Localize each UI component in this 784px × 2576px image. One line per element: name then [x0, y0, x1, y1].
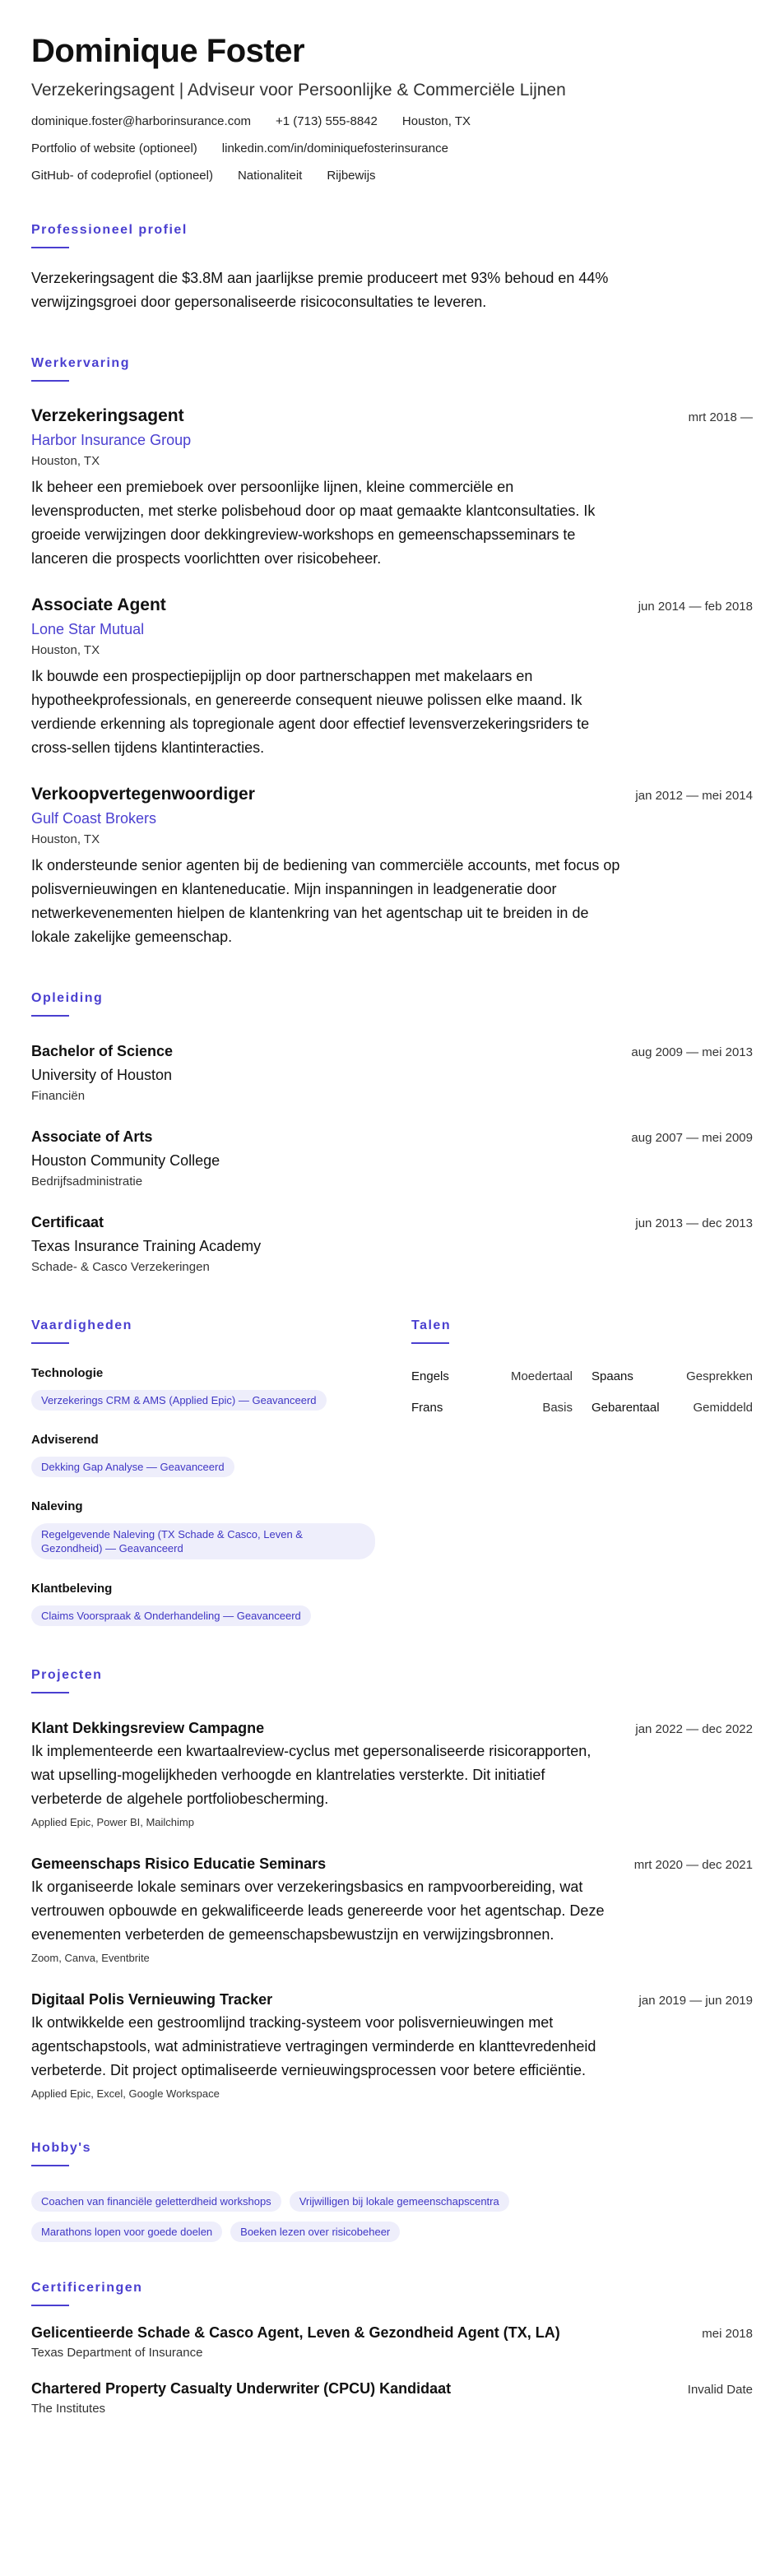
language-name: Gebarentaal [591, 1401, 660, 1415]
projects-section [31, 1667, 753, 2102]
section-title: Werkervaring [31, 356, 130, 370]
section-title: Projecten [31, 1668, 103, 1682]
certification-issuer: Texas Department of Insurance [31, 2346, 203, 2360]
certification-name: Gelicentieerde Schade & Casco Agent, Leven & Gezondheid Agent (TX, LA) [31, 2324, 560, 2341]
language-name: Frans [411, 1401, 443, 1415]
language-level: Gemiddeld [693, 1401, 753, 1415]
experience-entry [31, 405, 753, 571]
contact-phone[interactable]: +1 (713) 555-8842 [276, 114, 378, 128]
certification-date: Invalid Date [687, 2383, 753, 2397]
language-row [411, 1400, 753, 1416]
education-entry [31, 1212, 753, 1276]
contact-license: Rijbewijs [327, 169, 376, 183]
section-divider [31, 1692, 69, 1693]
job-title: Verkoopvertegenwoordiger [31, 785, 255, 804]
study-field: Bedrijfsadministratie [31, 1174, 143, 1188]
job-title: Verzekeringsagent [31, 406, 184, 425]
skill-category: Klantbeleving [31, 1582, 113, 1596]
skills-languages-row [31, 1318, 753, 1626]
skill-category: Adviserend [31, 1433, 99, 1447]
project-dates: mrt 2020 — dec 2021 [633, 1858, 753, 1872]
section-divider [31, 1342, 69, 1344]
school-name: Texas Insurance Training Academy [31, 1238, 262, 1254]
skills-section [31, 1318, 377, 1626]
job-dates: jun 2014 — feb 2018 [638, 600, 753, 614]
section-title: Opleiding [31, 991, 104, 1005]
job-description: Ik ondersteunde senior agenten bij de bediening van commerciële accounts, met focus op polisvernieuwingen en klanteneducatie. Mijn inspanningen in leadgeneratie door netwerkevenementen hielpen de klantenkring van het agentschap uit te breiden in de lokale zakelijke gemeenschap. [31, 857, 620, 945]
language-level: Moedertaal [510, 1369, 573, 1383]
skill-pill: Claims Voorspraak & Onderhandeling — Geavanceerd [31, 1605, 311, 1626]
job-company: Lone Star Mutual [31, 621, 145, 637]
education-dates: aug 2009 — mei 2013 [631, 1045, 753, 1059]
section-divider [31, 2165, 69, 2166]
experience-section [31, 355, 753, 949]
education-dates: jun 2013 — dec 2013 [635, 1216, 753, 1230]
profile-summary: Verzekeringsagent die $3.8M aan jaarlijkse premie produceert met 93% behoud en 44% verwijzingsgroei door gepersonaliseerde risicoconsultaties te leveren. [31, 270, 609, 310]
project-description: Ik ontwikkelde een gestroomlijnd tracking-systeem voor polisvernieuwingen met agentschapstools, wat administratieve vertragingen verminderde en klanttevredenheid verbeterde. Dit project optimaliseerde vernieuwingsprocessen voor betere efficiëntie. [31, 2014, 596, 2078]
job-dates: mrt 2018 — [688, 410, 753, 424]
skill-group [31, 1365, 377, 1411]
section-divider [31, 2305, 69, 2306]
language-level: Gesprekken [686, 1369, 753, 1383]
contact-row-primary [31, 114, 753, 130]
job-description: Ik beheer een premieboek over persoonlijke lijnen, kleine commerciële en levensproducten, met sterke polisbehoud door op maat gemaakte klantconsultaties. Ik groeide verwijzingen door dekkingreview-workshops en gemeenschapsseminars te lanceren die prospects voorlichtten over risicobeheer. [31, 479, 596, 567]
section-title: Vaardigheden [31, 1318, 132, 1332]
certification-name: Chartered Property Casualty Underwriter (CPCU) Kandidaat [31, 2380, 452, 2397]
contact-nationality: Nationaliteit [237, 169, 303, 183]
section-divider [31, 380, 69, 382]
section-divider [411, 1342, 449, 1344]
school-name: University of Houston [31, 1067, 173, 1083]
job-location: Houston, TX [31, 643, 100, 657]
certification-entry [31, 2379, 753, 2418]
experience-entry [31, 594, 753, 760]
language-level: Basis [542, 1401, 573, 1415]
job-location: Houston, TX [31, 832, 100, 846]
section-title: Certificeringen [31, 2281, 143, 2295]
skill-group [31, 1499, 377, 1559]
project-dates: jan 2019 — jun 2019 [638, 1994, 753, 2008]
project-entry [31, 1854, 753, 1967]
section-title: Professioneel profiel [31, 223, 188, 237]
school-name: Houston Community College [31, 1152, 220, 1169]
job-description: Ik bouwde een prospectiepijplijn op door partnerschappen met makelaars en hypotheekprofessionals, en genereerde consequent nieuwe polissen elke maand. Ik verdiende erkenning als topregionale agent door effectief levensverzekeringsriders te cross-sellen tijdens klantinteracties. [31, 668, 590, 756]
contact-location: Houston, TX [401, 114, 471, 128]
education-section [31, 990, 753, 1276]
skill-pill: Regelgevende Naleving (TX Schade & Casco, Leven & Gezondheid) — Geavanceerd [31, 1523, 375, 1559]
languages-list [411, 1369, 753, 1416]
job-company: Harbor Insurance Group [31, 432, 192, 448]
project-dates: jan 2022 — dec 2022 [635, 1722, 753, 1736]
language-item [411, 1400, 573, 1416]
certifications-section [31, 2280, 753, 2418]
candidate-name: Dominique Foster [31, 33, 305, 69]
job-company: Gulf Coast Brokers [31, 810, 157, 827]
contact-row-extra [31, 168, 753, 184]
skill-group [31, 1581, 377, 1626]
education-entry [31, 1041, 753, 1105]
job-location: Houston, TX [31, 454, 100, 468]
contact-linkedin[interactable]: linkedin.com/in/dominiquefosterinsurance [221, 141, 448, 155]
section-divider [31, 247, 69, 248]
language-name: Spaans [591, 1369, 633, 1383]
skill-category: Technologie [31, 1366, 104, 1380]
languages-section [411, 1318, 753, 1626]
section-title: Talen [411, 1318, 452, 1332]
contact-github[interactable]: GitHub- of codeprofiel (optioneel) [31, 169, 213, 183]
resume-header [31, 31, 753, 184]
language-name: Engels [411, 1369, 449, 1383]
project-description: Ik implementeerde een kwartaalreview-cyclus met gepersonaliseerde risicorapporten, wat upselling-mogelijkheden verhoogde en klantrelaties versterkte. Dit initiatief verbeterde de algehele portfoliobescherming. [31, 1743, 591, 1807]
project-name: Klant Dekkingsreview Campagne [31, 1720, 265, 1736]
language-item [591, 1369, 753, 1385]
project-name: Gemeenschaps Risico Educatie Seminars [31, 1856, 327, 1872]
project-name: Digitaal Polis Vernieuwing Tracker [31, 1991, 273, 2008]
job-title: Associate Agent [31, 595, 166, 614]
education-entry [31, 1127, 753, 1191]
language-row [411, 1369, 753, 1385]
degree-title: Bachelor of Science [31, 1043, 174, 1059]
hobby-pill: Boeken lezen over risicobeheer [230, 2222, 400, 2242]
degree-title: Certificaat [31, 1214, 104, 1230]
skill-category: Naleving [31, 1499, 83, 1513]
section-divider [31, 1015, 69, 1017]
project-description: Ik organiseerde lokale seminars over verzekeringsbasics en rampvoorbereiding, wat vertrouwen opbouwde en gekwalificeerde leads genereerde voor het agentschap. Deze evenementen verbeterden de gemeenschapsbewustzijn en verwijzingsbronnen. [31, 1879, 605, 1943]
degree-title: Associate of Arts [31, 1128, 153, 1145]
certification-entry [31, 2323, 753, 2362]
project-tech: Applied Epic, Power BI, Mailchimp [31, 1816, 194, 1828]
project-tech: Applied Epic, Excel, Google Workspace [31, 2087, 220, 2100]
section-title: Hobby's [31, 2141, 91, 2155]
skill-group [31, 1432, 377, 1477]
profile-section [31, 222, 753, 314]
study-field: Schade- & Casco Verzekeringen [31, 1260, 210, 1274]
language-item [411, 1369, 573, 1385]
language-item [591, 1400, 753, 1416]
certification-date: mei 2018 [702, 2327, 753, 2341]
hobbies-list [31, 2181, 624, 2242]
study-field: Financiën [31, 1089, 86, 1103]
contact-website[interactable]: Portfolio of website (optioneel) [31, 141, 197, 155]
project-entry [31, 1718, 753, 1831]
education-dates: aug 2007 — mei 2009 [631, 1131, 753, 1145]
experience-entry [31, 783, 753, 949]
skill-pill: Dekking Gap Analyse — Geavanceerd [31, 1457, 234, 1477]
candidate-headline: Verzekeringsagent | Adviseur voor Persoonlijke & Commerciële Lijnen [31, 81, 566, 100]
skill-pill: Verzekerings CRM & AMS (Applied Epic) — Geavanceerd [31, 1390, 327, 1411]
hobby-pill: Vrijwilligen bij lokale gemeenschapscentra [290, 2191, 509, 2212]
hobby-pill: Coachen van financiële geletterdheid workshops [31, 2191, 281, 2212]
project-entry [31, 1990, 753, 2102]
hobbies-section [31, 2140, 753, 2242]
contact-row-links [31, 141, 753, 157]
job-dates: jan 2012 — mei 2014 [635, 789, 753, 803]
project-tech: Zoom, Canva, Eventbrite [31, 1952, 150, 1964]
certification-issuer: The Institutes [31, 2402, 106, 2416]
hobby-pill: Marathons lopen voor goede doelen [31, 2222, 222, 2242]
contact-email[interactable]: dominique.foster@harborinsurance.com [31, 114, 252, 128]
